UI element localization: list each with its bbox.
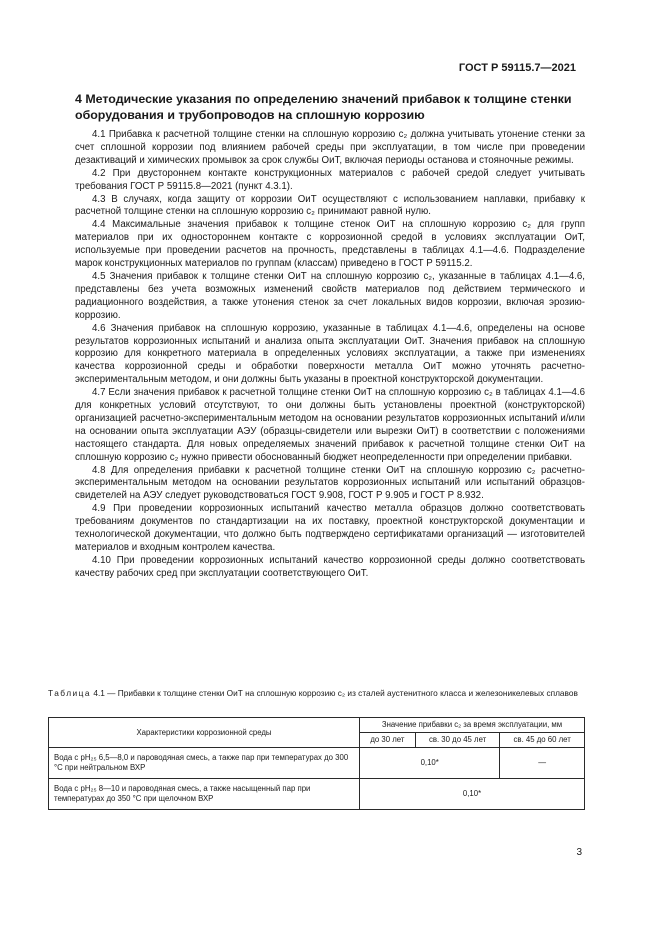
paragraph-4-1: 4.1 Прибавка к расчетной толщине стенки на сплошную коррозию c₂ должна учитывать утонение стенки за счет сплошной коррозии под влиянием рабочей среды при эксплуатации, в том числе при проведении дезактиваций и химических промывок за срок службы ОиТ, включая периоды останова и стояночные режимы. — [75, 129, 585, 166]
header-value-cell: Значение прибавки c₂ за время эксплуатации, мм — [360, 718, 585, 733]
table-caption-label: Таблица — [48, 688, 92, 698]
row2-value-cell: 0,10* — [360, 779, 585, 810]
table-caption-text: 4.1 — Прибавки к толщине стенки ОиТ на сплошную коррозию c₂ из сталей аустенитного класса и железоникелевых сплавов — [91, 688, 578, 698]
paragraph-4-10: 4.10 При проведении коррозионных испытаний качество коррозионной среды должно соответствовать качеству рабочих сред при эксплуатации соответствующего ОиТ. — [75, 554, 585, 579]
table-header-row — [49, 718, 585, 733]
row1-env-cell: Вода с pH₂₅ 6,5—8,0 и пароводяная смесь, а также пар при температурах до 300 °С при нейтральном ВХР — [49, 748, 360, 779]
header-col-1: до 30 лет — [360, 733, 416, 748]
row2-env-cell: Вода с pH₂₅ 8—10 и пароводяная смесь, а также насыщенный пар при температурах до 350 °С при щелочном ВХР — [49, 779, 360, 810]
paragraph-4-8: 4.8 Для определения прибавки к расчетной толщине стенки ОиТ на сплошную коррозию c₂ расчетно-экспериментальным методом на основании результатов коррозионных испытаний или испытаний образцов-свидетелей на АЭУ следует руководствоваться ГОСТ 9.908, ГОСТ Р 9.905 и ГОСТ Р 8.932. — [75, 464, 585, 502]
paragraph-4-6: 4.6 Значения прибавок на сплошную коррозию, указанные в таблицах 4.1—4.6, определены на основе результатов коррозионных испытаний и анализа опыта эксплуатации ОиТ. Значения прибавок на сплошную коррозию для конкретного материала в определенных условиях эксплуатации, а также при изменениях качества коррозионной среды и обработки поверхности металла ОиТ можно уточнять расчетно-экспериментальным методом, и они должны быть указаны в проектной конструкторской документации. — [75, 322, 585, 386]
paragraph-4-9: 4.9 При проведении коррозионных испытаний качество металла образцов должно соответствовать требованиям документов по стандартизации на их поставку, проектной конструкторской документации и технологической документации, что должно быть подтверждено сертификатами организаций — изготовителей материалов и входным контролем качества. — [75, 503, 585, 553]
paragraph-4-3: 4.3 В случаях, когда защиту от коррозии ОиТ осуществляют с использованием наплавки, прибавку к расчетной толщине стенки на сплошную коррозию c₂ принимают равной нулю. — [75, 193, 585, 218]
body-text — [75, 129, 585, 581]
row1-value-cell: 0,10* — [360, 748, 500, 779]
paragraph-4-7: 4.7 Если значения прибавок к расчетной толщине стенки ОиТ на сплошную коррозию c₂ в таблицах 4.1—4.6 для конкретных условий отсутствуют, то они должны быть установлены проектной (конструкторской) организацией расчетно-экспериментальным методом на основании результатов коррозионных испытаний и/или на основании опыта эксплуатации АЭУ (образцы-свидетели или вырезки ОиТ) в соответствии с положениями настоящего стандарта. Для новых определяемых значений прибавок к расчетной толщине стенки ОиТ на сплошную коррозию c₂ нужно привести обоснованный бюджет неопределенности при определении прибавки. — [75, 387, 585, 463]
paragraph-4-5: 4.5 Значения прибавок к толщине стенки ОиТ на сплошную коррозию c₂, указанные в таблицах 4.1—4.6, представлены без учета возможных изменений свойств материалов под действием термического и радиационного воздействия, а также утонения стенок за счет локальных видов коррозии, включая эрозию-коррозию. — [75, 270, 585, 321]
table-caption — [48, 688, 588, 699]
row1-dash-cell: — — [500, 748, 585, 779]
table-row — [49, 779, 585, 810]
document-code: ГОСТ Р 59115.7—2021 — [458, 62, 576, 74]
table-row — [49, 748, 585, 779]
header-env-cell: Характеристики коррозионной среды — [49, 718, 360, 748]
corrosion-allowance-table — [48, 717, 585, 810]
paragraph-4-4: 4.4 Максимальные значения прибавок к толщине стенок ОиТ на сплошную коррозию c₂ для групп материалов при их одностороннем контакте с коррозионной средой в условиях эксплуатации ОиТ, используемые при проведении расчетов на прочность, представлены в таблицах 4.1—4.6. Подразделение марок конструкционных материалов по группам (классам) приведено в ГОСТ Р 59115.2. — [75, 219, 585, 270]
page-number: 3 — [576, 847, 582, 858]
section-title: 4 Методические указания по определению значений прибавок к толщине стенки оборудования и трубопроводов на сплошную коррозию — [75, 92, 572, 122]
header-col-2: св. 30 до 45 лет — [415, 733, 500, 748]
header-col-3: св. 45 до 60 лет — [500, 733, 585, 748]
paragraph-4-2: 4.2 При двустороннем контакте конструкционных материалов с рабочей средой следует учитывать требования ГОСТ Р 59115.8—2021 (пункт 4.3.1). — [75, 167, 585, 192]
